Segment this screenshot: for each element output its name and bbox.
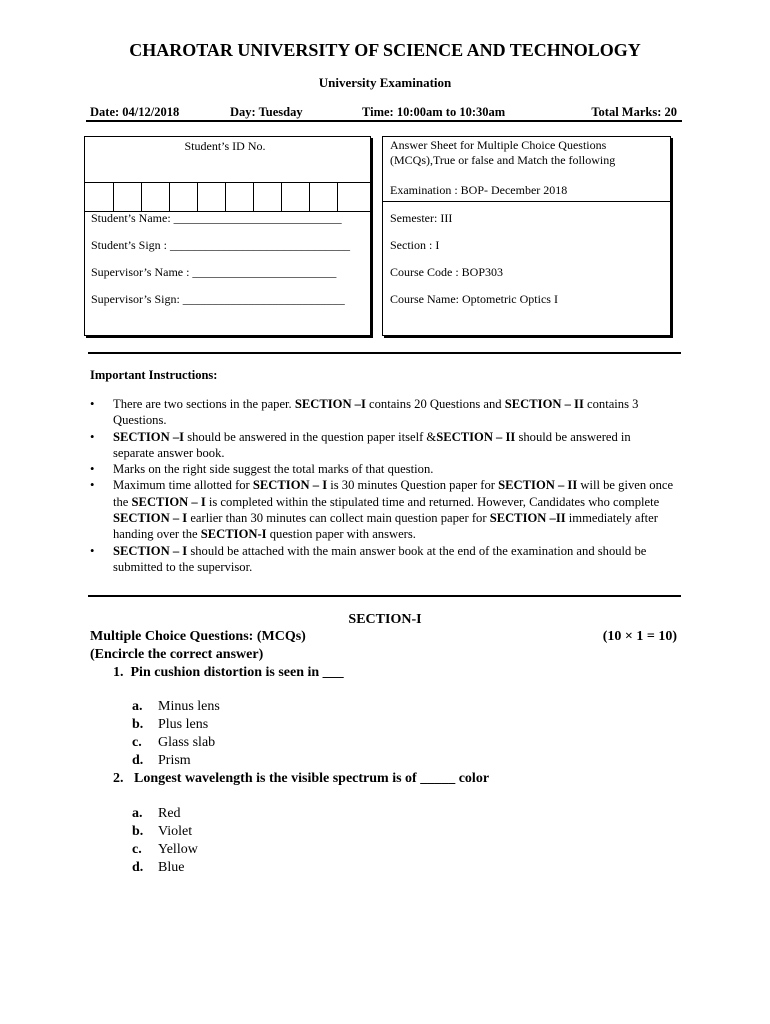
- supervisor-name-field[interactable]: Supervisor’s Name : ________________________: [91, 265, 337, 279]
- student-sign-field[interactable]: Student’s Sign : ______________________________: [91, 238, 351, 252]
- option[interactable]: d. Blue: [132, 860, 185, 875]
- instructions-list: [90, 396, 675, 575]
- question-2: 2. Longest wavelength is the visible spectrum is of _____ color: [113, 771, 490, 786]
- total-marks: Total Marks: 20: [591, 105, 677, 119]
- exam-date: Date: 04/12/2018: [90, 105, 180, 119]
- encircle-instruction: (Encircle the correct answer): [90, 647, 264, 662]
- section-label: Section : I: [390, 238, 440, 252]
- exam-info-box: [382, 136, 671, 336]
- course-code-label: Course Code : BOP303: [390, 265, 504, 279]
- exam-type: University Examination: [318, 75, 452, 90]
- option[interactable]: b. Violet: [132, 824, 193, 839]
- instruction-item: • Maximum time allotted for SECTION – I is 30 minutes Question paper for SECTION – II will be given once the SECTION – I is completed within the stipulated time and returned. However, Candidates who complete SECTION – I earlier than 30 minutes can collect main question paper for SECTION –II immediately after handing over the SECTION-I question paper with answers.: [90, 477, 675, 542]
- id-cell: [169, 183, 198, 211]
- exam-day: Day: Tuesday: [230, 105, 303, 119]
- section-rule-top: [88, 352, 681, 354]
- student-id-grid[interactable]: [85, 182, 370, 212]
- id-cell: [113, 183, 142, 211]
- option[interactable]: a. Red: [132, 806, 181, 821]
- option[interactable]: c. Glass slab: [132, 735, 216, 750]
- semester-label: Semester: III: [390, 211, 453, 225]
- section-marks: (10 × 1 = 10): [602, 629, 677, 644]
- option[interactable]: b. Plus lens: [132, 717, 209, 732]
- section-title: SECTION-I: [348, 612, 422, 627]
- student-name-field[interactable]: Student’s Name: ____________________________: [91, 211, 342, 225]
- instruction-item: • There are two sections in the paper. SECTION –I contains 20 Questions and SECTION – II contains 3 Questions.: [90, 396, 675, 429]
- instructions-heading: Important Instructions:: [90, 368, 218, 382]
- question-1: 1. Pin cushion distortion is seen in ___: [113, 665, 344, 680]
- instruction-item: • SECTION –I should be answered in the question paper itself &SECTION – II should be answered in separate answer book.: [90, 429, 675, 462]
- option[interactable]: d. Prism: [132, 753, 191, 768]
- student-info-box: [84, 136, 371, 336]
- supervisor-sign-field[interactable]: Supervisor’s Sign: ___________________________: [91, 292, 345, 306]
- option[interactable]: a. Minus lens: [132, 699, 220, 714]
- student-id-label: Student’s ID No.: [184, 139, 266, 153]
- id-cell: [225, 183, 254, 211]
- header-rule: [86, 120, 682, 122]
- exam-time: Time: 10:00am to 10:30am: [362, 105, 506, 119]
- university-title: CHAROTAR UNIVERSITY OF SCIENCE AND TECHNOLOGY: [129, 40, 641, 60]
- id-cell: [197, 183, 226, 211]
- box-divider: [383, 201, 670, 202]
- mcq-heading: Multiple Choice Questions: (MCQs): [90, 629, 306, 644]
- answer-sheet-line2: (MCQs),True or false and Match the following: [390, 153, 616, 167]
- section-rule-bottom: [88, 595, 681, 597]
- id-cell: [253, 183, 282, 211]
- option[interactable]: c. Yellow: [132, 842, 198, 857]
- id-cell: [309, 183, 338, 211]
- id-cell: [281, 183, 310, 211]
- course-name-label: Course Name: Optometric Optics I: [390, 292, 558, 306]
- instruction-item: • SECTION – I should be attached with the main answer book at the end of the examination and should be submitted to the supervisor.: [90, 543, 675, 576]
- examination-label: Examination : BOP- December 2018: [390, 183, 568, 197]
- answer-sheet-line1: Answer Sheet for Multiple Choice Questions: [390, 138, 607, 152]
- id-cell: [141, 183, 170, 211]
- id-cell: [337, 183, 366, 211]
- instruction-item: • Marks on the right side suggest the total marks of that question.: [90, 461, 675, 477]
